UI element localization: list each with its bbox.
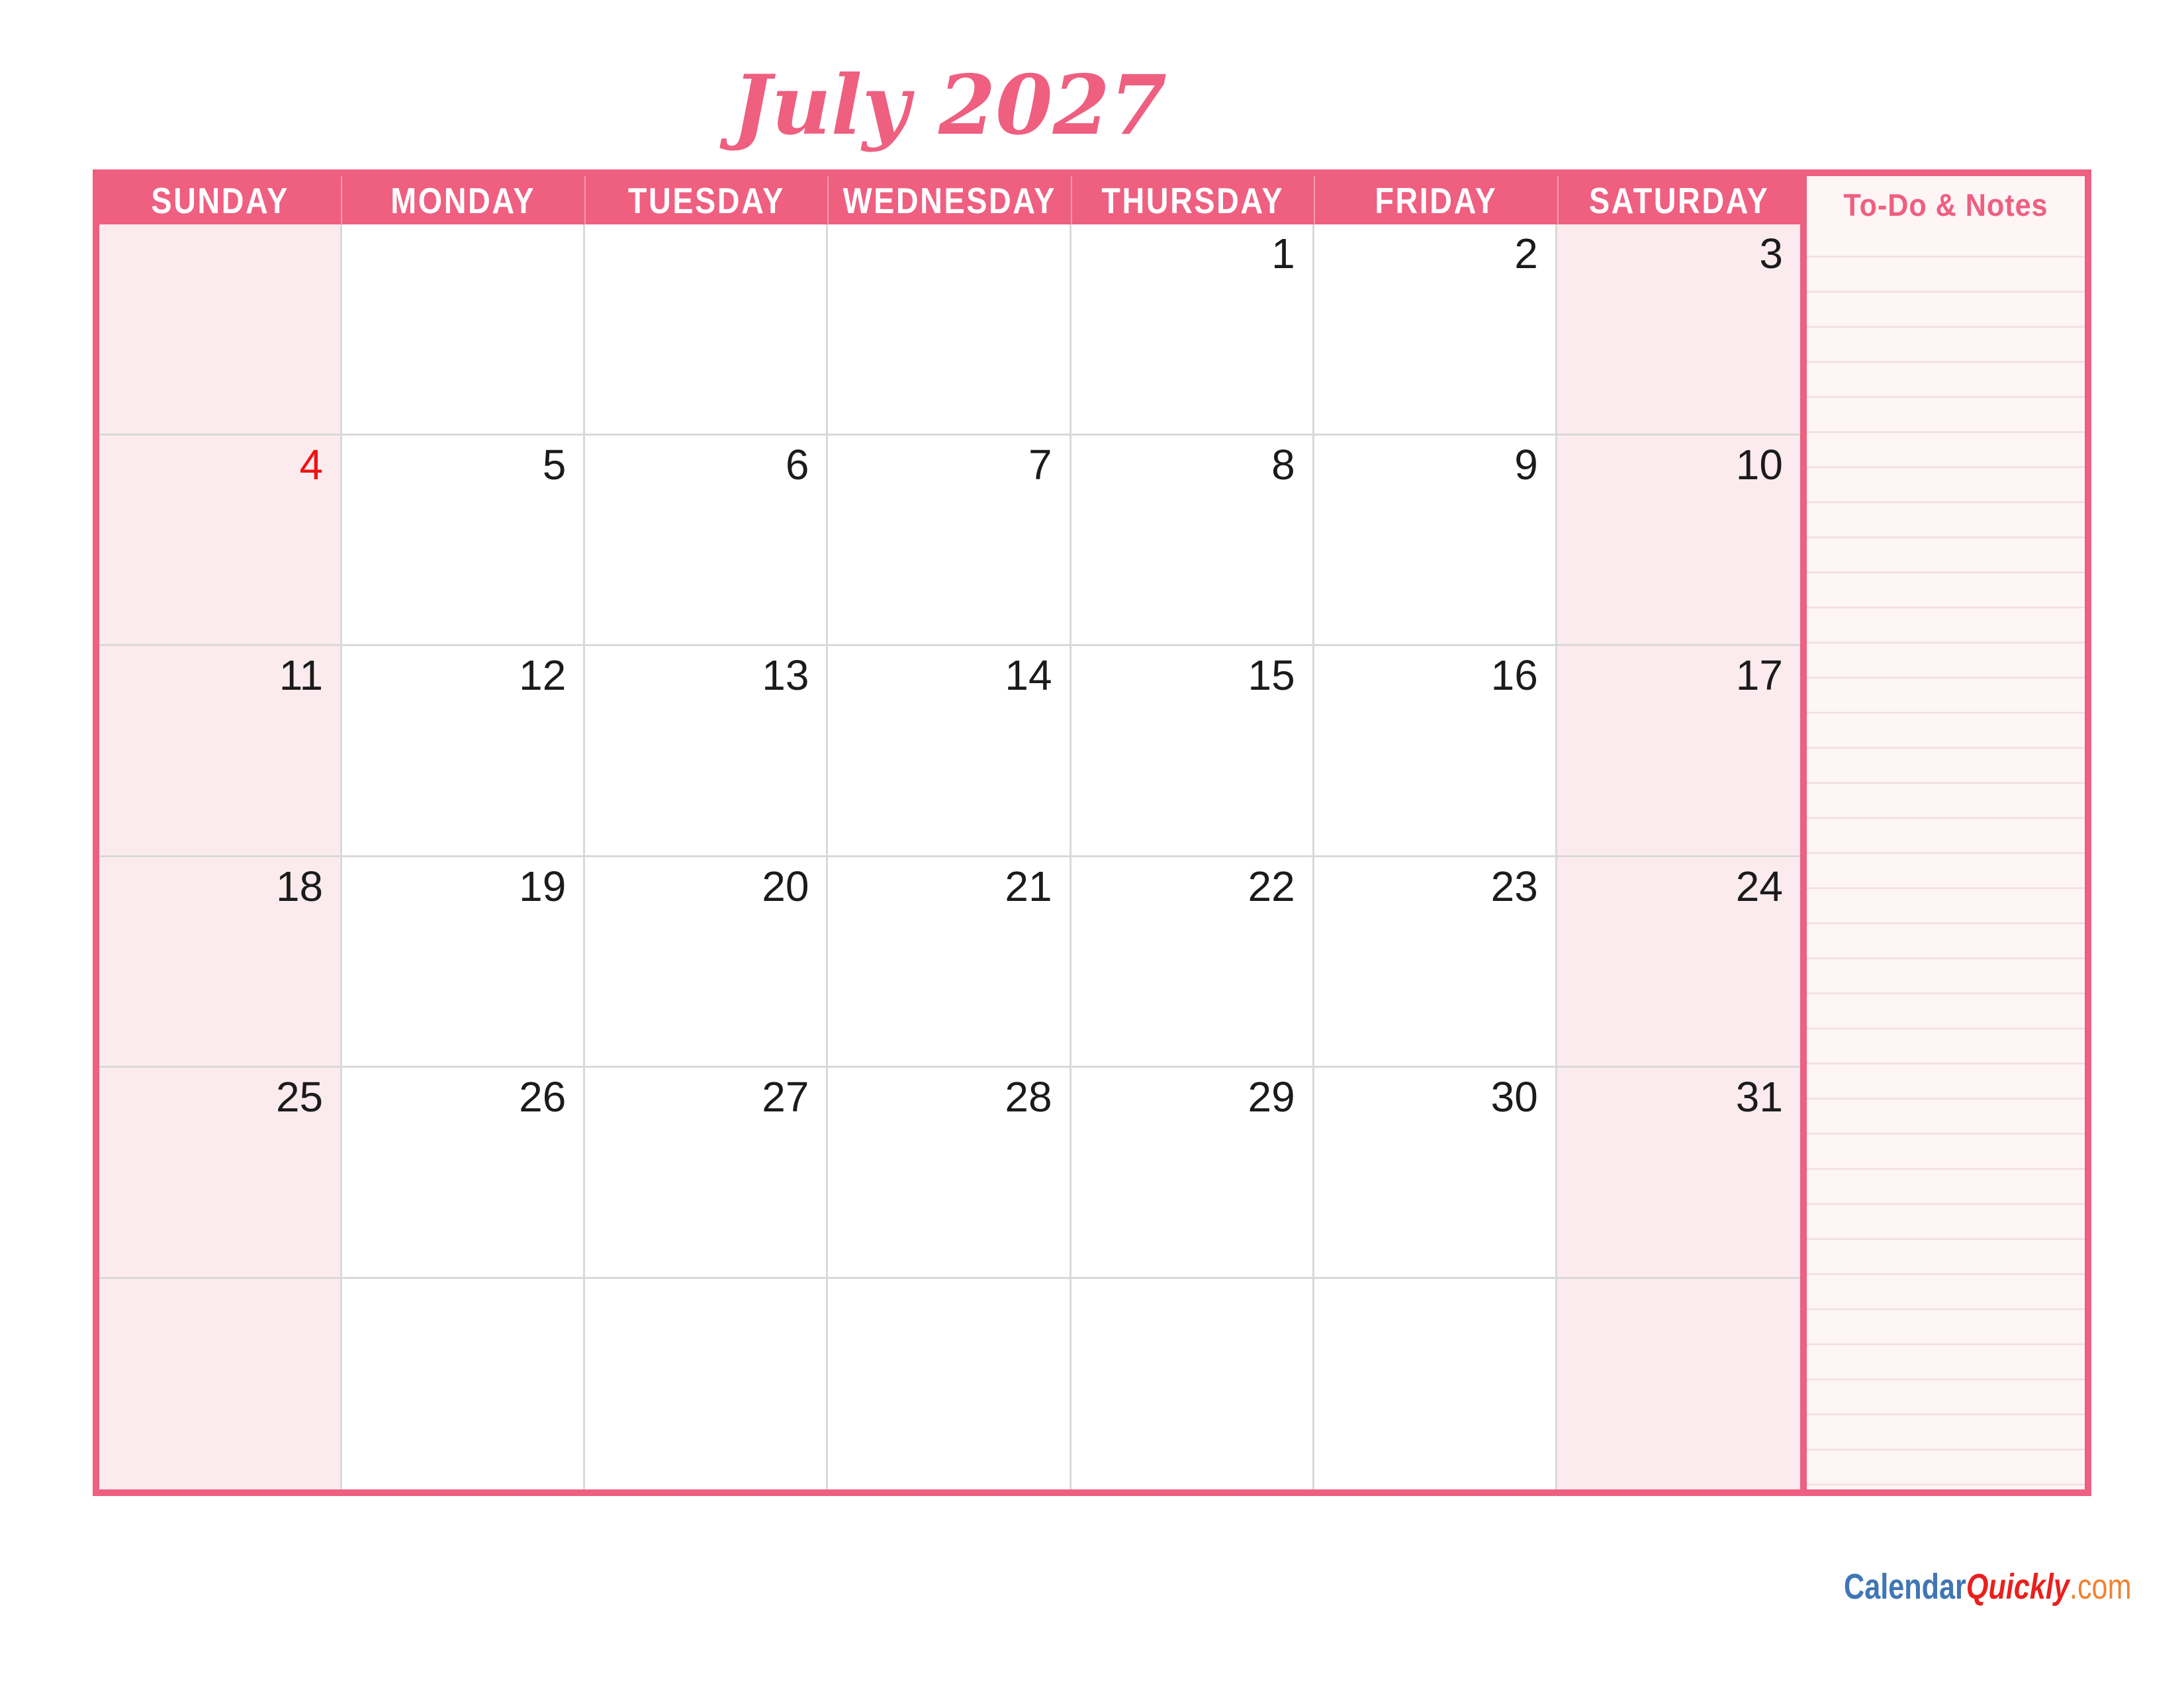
todo-notes-panel [1807,176,2085,1489]
date-number: 2 [1514,230,1538,277]
date-number: 1 [1271,230,1295,277]
day-cell-3 [1557,224,1800,436]
day-cell-empty [1557,1279,1800,1490]
day-cell-11 [99,646,342,857]
day-cell-29 [1071,1068,1314,1279]
day-cell-15 [1071,646,1314,857]
todo-notes-heading: To-Do & Notes [1843,187,2048,222]
date-number: 21 [1005,862,1052,910]
day-cell-empty [1314,1279,1557,1490]
day-cell-5 [342,436,585,647]
weekday-header-friday [1315,176,1558,224]
weekday-label: WEDNESDAY [842,179,1057,221]
day-cell-empty [99,1279,342,1490]
date-number: 11 [279,651,324,699]
date-number: 7 [1028,440,1052,489]
day-cell-30 [1314,1068,1557,1279]
day-cell-2 [1314,224,1557,436]
date-number: 26 [519,1073,567,1121]
weekday-header-monday [342,176,585,224]
day-cell-20 [585,857,828,1068]
date-number: 30 [1490,1073,1538,1121]
date-number: 29 [1248,1073,1295,1121]
day-cell-4 [99,436,342,647]
day-cell-16 [1314,646,1557,857]
weekday-header-saturday [1559,176,1800,224]
date-number: 27 [762,1073,809,1121]
logo-text-quickly: Quickly [1966,1567,2070,1607]
notes-ruled-lines [1807,222,2085,1489]
weekday-header-thursday [1072,176,1315,224]
notes-panel-divider [1800,176,1807,1489]
day-cell-9 [1314,436,1557,647]
weekday-header-tuesday [586,176,829,224]
date-grid [99,224,1800,1489]
date-number: 19 [519,862,567,910]
day-cell-21 [828,857,1071,1068]
weekday-label: TUESDAY [628,179,786,221]
month-grid [99,176,1800,1489]
day-cell-17 [1557,646,1800,857]
date-number: 5 [542,440,567,489]
date-number: 15 [1248,651,1295,699]
date-number: 10 [1735,440,1783,489]
day-cell-31 [1557,1068,1800,1279]
day-cell-10 [1557,436,1800,647]
date-number: 14 [1005,651,1052,699]
weekday-label: SUNDAY [151,179,289,221]
date-number: 31 [1735,1073,1783,1121]
weekday-label: SATURDAY [1589,179,1770,221]
date-number: 8 [1271,440,1295,489]
logo-text-calendar: Calendar [1844,1567,1966,1607]
day-cell-28 [828,1068,1071,1279]
date-number: 24 [1735,862,1783,910]
day-cell-empty [342,224,585,436]
date-number: 3 [1759,230,1783,277]
day-cell-25 [99,1068,342,1279]
day-cell-14 [828,646,1071,857]
day-cell-empty [585,1279,828,1490]
day-cell-12 [342,646,585,857]
weekday-header-row [99,176,1800,224]
day-cell-empty [99,224,342,436]
day-cell-18 [99,857,342,1068]
date-number: 23 [1490,862,1538,910]
date-number: 20 [762,862,809,910]
day-cell-6 [585,436,828,647]
day-cell-24 [1557,857,1800,1068]
page-title: July 2027 [732,58,1167,154]
calendar-table [93,169,2091,1496]
date-number: 25 [275,1073,324,1121]
calendarquickly-logo-link[interactable] [1844,1566,2132,1607]
logo-text-dotcom: .com [2069,1567,2132,1607]
date-number: 13 [762,651,809,699]
date-number: 12 [519,651,567,699]
day-cell-7 [828,436,1071,647]
day-cell-empty [342,1279,585,1490]
day-cell-13 [585,646,828,857]
weekday-header-wednesday [829,176,1071,224]
date-number: 17 [1735,651,1783,699]
day-cell-26 [342,1068,585,1279]
date-number: 16 [1490,651,1538,699]
weekday-label: MONDAY [390,179,536,221]
date-number: 9 [1514,440,1538,489]
day-cell-empty [828,224,1071,436]
date-number: 6 [785,440,809,489]
date-number: 22 [1248,862,1295,910]
day-cell-27 [585,1068,828,1279]
date-number: 18 [275,862,324,910]
date-number: 4 [299,440,324,489]
weekday-header-sunday [99,176,342,224]
day-cell-19 [342,857,585,1068]
day-cell-empty [828,1279,1071,1490]
day-cell-empty [585,224,828,436]
day-cell-8 [1071,436,1314,647]
weekday-label: FRIDAY [1375,179,1498,221]
weekday-label: THURSDAY [1101,179,1285,221]
day-cell-empty [1071,1279,1314,1490]
day-cell-22 [1071,857,1314,1068]
day-cell-23 [1314,857,1557,1068]
day-cell-1 [1071,224,1314,436]
date-number: 28 [1005,1073,1052,1121]
